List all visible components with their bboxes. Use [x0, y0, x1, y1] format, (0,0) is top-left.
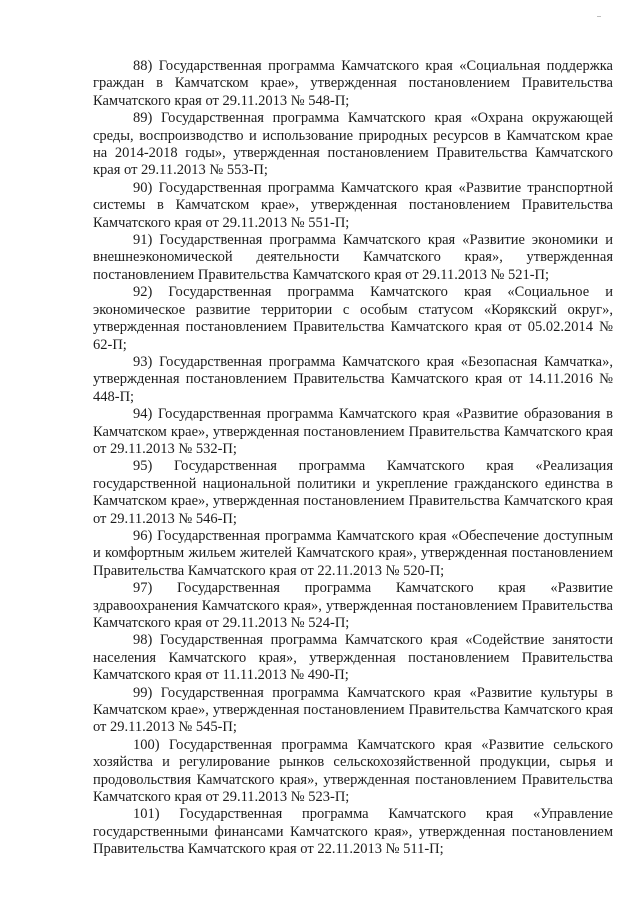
- list-item-92: 92) Государственная программа Камчатского края «Социальное и экономическое развитие территории с особым статусом «Корякский округ», утвержденная постановлением Правительства Камчатского края от 05.02.2014 № 62-П;: [93, 284, 613, 353]
- list-item-88: 88) Государственная программа Камчатского края «Социальная поддержка граждан в Камчатском крае», утвержденная постановлением Правительства Камчатского края от 29.11.2013 № 548-П;: [93, 58, 613, 109]
- list-item-89: 89) Государственная программа Камчатского края «Охрана окружающей среды, воспроизводство и использование природных ресурсов в Камчатском крае на 2014-2018 годы», утвержденная постановлением Правительства Камчатского края от 29.11.2013 № 553-П;: [93, 110, 613, 179]
- list-item-101: 101) Государственная программа Камчатского края «Управление государственными финансами Камчатского края», утвержденная постановлением Правительства Камчатского края от 22.11.2013 № 511-П;: [93, 806, 613, 858]
- list-item-99: 99) Государственная программа Камчатского края «Развитие культуры в Камчатском крае», утвержденная постановлением Правительства Камчатского края от 29.11.2013 № 545-П;: [93, 684, 613, 736]
- list-item-95: 95) Государственная программа Камчатского края «Реализация государственной национальной политики и укрепление гражданского единства в Камчатском крае», утвержденная постановлением Правительства Камчатского края от 29.11.2013 № 546-П;: [93, 458, 613, 527]
- list-item-94: 94) Государственная программа Камчатского края «Развитие образования в Камчатском крае», утвержденная постановлением Правительства Камчатского края от 29.11.2013 № 532-П;: [93, 406, 613, 457]
- list-item-96: 96) Государственная программа Камчатского края «Обеспечение доступным и комфортным жильем жителей Камчатского края», утвержденная постановлением Правительства Камчатского края от 22.11.2013 № 520-П;: [93, 527, 613, 579]
- list-item-97: 97) Государственная программа Камчатского края «Развитие здравоохранения Камчатского края», утвержденная постановлением Правительства Камчатского края от 29.11.2013 № 524-П;: [93, 580, 613, 631]
- list-item-93: 93) Государственная программа Камчатского края «Безопасная Камчатка», утвержденная постановлением Правительства Камчатского края от 14.11.2016 № 448-П;: [93, 353, 613, 405]
- list-item-90: 90) Государственная программа Камчатского края «Развитие транспортной системы в Камчатском крае», утвержденная постановлением Правительства Камчатского края от 29.11.2013 № 551-П;: [93, 179, 613, 231]
- scan-mark: [597, 16, 601, 17]
- document-body: [93, 58, 613, 859]
- list-item-100: 100) Государственная программа Камчатского края «Развитие сельского хозяйства и регулирование рынков сельскохозяйственной продукции, сырья и продовольствия Камчатского края», утвержденная постановлением Правительства Камчатского края от 29.11.2013 № 523-П;: [93, 736, 613, 806]
- list-item-98: 98) Государственная программа Камчатского края «Содействие занятости населения Камчатского края», утвержденная постановлением Правительства Камчатского края от 11.11.2013 № 490-П;: [93, 632, 613, 684]
- list-item-91: 91) Государственная программа Камчатского края «Развитие экономики и внешнеэкономической деятельности Камчатского края», утвержденная постановлением Правительства Камчатского края от 29.11.2013 № 521-П;: [93, 232, 613, 283]
